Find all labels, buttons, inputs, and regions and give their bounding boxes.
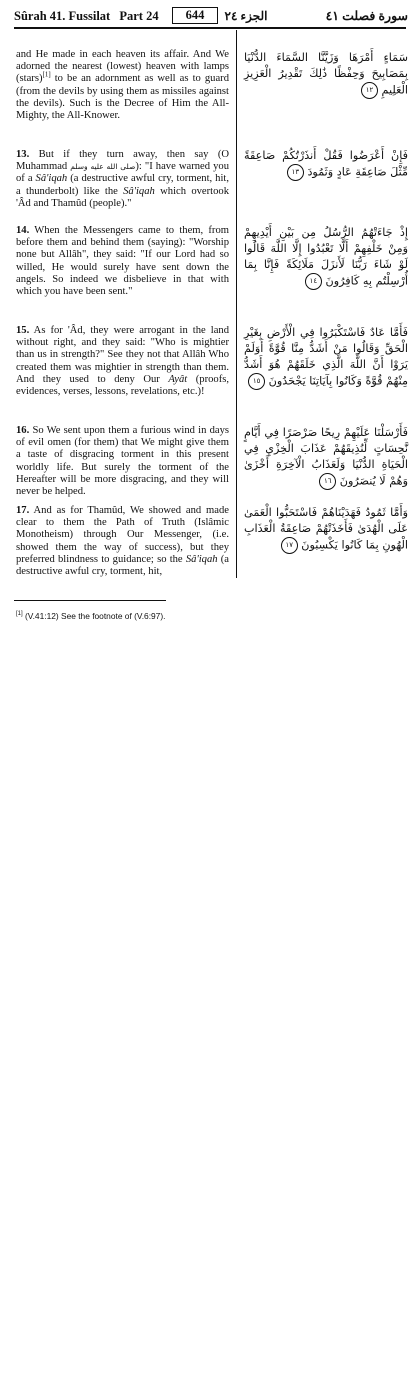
- verse-16: [16, 425, 229, 498]
- part-label: Part 24: [119, 9, 159, 23]
- arabic-verse-13: [244, 148, 408, 181]
- verse-17: [16, 505, 229, 578]
- surah-title: Sûrah 41. Fussilat: [14, 9, 111, 23]
- verse-text: As for 'Âd, they were arrogant in the land without right, and they said: "Who is mightier than us in strength?" See they not that Allâh Who created them was mightier in strength than them. And they used to deny Our: [16, 325, 229, 385]
- ayah-number-marker: ١٦: [319, 473, 336, 490]
- italic-term: Sâ'iqah: [123, 185, 155, 197]
- arabic-part-label: الجزء ٢٤: [224, 9, 268, 23]
- ayah-number-marker: ١٢: [361, 82, 378, 99]
- footnote-rule: [14, 600, 166, 601]
- arabic-verse-15: [244, 325, 408, 390]
- arabic-text: فَأَمَّا عَادٌ فَاسْتَكْبَرُوا فِي الْأَرْضِ بِغَيْرِ الْحَقِّ وَقَالُوا مَنْ أَشَدُّ مِنَّا قُوَّةً أَوَلَمْ يَرَوْا أَنَّ اللَّهَ الَّذِي خَلَقَهُمْ هُوَ أَشَدُّ مِنْهُمْ قُوَّةً وَكَانُوا بِآيَاتِنَا يَجْحَدُونَ: [244, 326, 408, 388]
- footnote-marker: [1]: [16, 611, 23, 618]
- verse-number: 14.: [16, 225, 30, 236]
- arabic-text: فَإِنْ أَعْرَضُوا فَقُلْ أَنذَرْتُكُمْ صَاعِقَةً مِّثْلَ صَاعِقَةِ عَادٍ وَثَمُودَ: [244, 149, 408, 179]
- verse-text: (proofs, evidences, verses, lessons, revelations, etc.)!: [16, 373, 229, 398]
- verse-number: 15.: [16, 325, 30, 336]
- arabic-verse-14: [244, 225, 408, 290]
- verse-text: But if they turn away, then say (O Muhammad: [16, 149, 229, 173]
- verse-12-continuation: [16, 49, 229, 122]
- verse-text: ): "I have warned you of a: [16, 161, 230, 185]
- arabic-surah-title: سورة فصلت ٤١: [325, 9, 408, 23]
- verse-text: to be an adornment as well as to guard (from the devils by using them as missiles against the devils). Such is the Decree of Him the All-Mighty, the All-Knower.: [16, 73, 229, 122]
- italic-term: Ayât: [168, 373, 188, 385]
- page-header: [14, 6, 408, 24]
- verse-text: When the Messengers came to them, from before them and behind them (saying): "Worship none but Allâh", they said: "If our Lord had so willed, He would surely have sent down the angels. So indeed we disbelieve in that with which you have been sent.": [16, 225, 229, 298]
- verse-number: 13.: [16, 149, 30, 160]
- ayah-number-marker: ١٥: [248, 373, 265, 390]
- footnote-ref: [1]: [42, 70, 51, 79]
- verse-14: [16, 225, 229, 298]
- verse-text: (a destructive awful cry, torment, hit, a thunderbolt) like the: [16, 173, 229, 197]
- arabic-text: إِذْ جَاءَتْهُمُ الرُّسُلُ مِن بَيْنِ أَيْدِيهِمْ وَمِنْ خَلْفِهِمْ أَلَّا تَعْبُدُوا إِلَّا اللَّهَ قَالُوا لَوْ شَاءَ رَبُّنَا لَأَنزَلَ مَلَائِكَةً فَإِنَّا بِمَا أُرْسِلْتُم بِهِ كَافِرُونَ: [244, 226, 408, 288]
- footnote-text: (V.41:12) See the footnote of (V.6:97).: [22, 611, 166, 621]
- verse-15: [16, 325, 229, 398]
- ayah-number-marker: ١٤: [305, 273, 322, 290]
- arabic-text: وَأَمَّا ثَمُودُ فَهَدَيْنَاهُمْ فَاسْتَحَبُّوا الْعَمَىٰ عَلَى الْهُدَىٰ فَأَخَذَتْهُمْ صَاعِقَةُ الْعَذَابِ الْهُونِ بِمَا كَانُوا يَكْسِبُونَ: [244, 506, 408, 552]
- italic-term: Sâ'iqah: [35, 173, 68, 185]
- header-rule: [14, 27, 406, 29]
- verse-text: which overtook 'Âd and Thamûd (people).": [16, 185, 229, 209]
- italic-term: Sâ'iqah: [185, 553, 218, 565]
- arabic-verse-12: [244, 50, 408, 99]
- arabic-text: فَأَرْسَلْنَا عَلَيْهِمْ رِيحًا صَرْصَرًا فِي أَيَّامٍ نَّحِسَاتٍ لِّنُذِيقَهُمْ عَذَابَ الْخِزْيِ فِي الْحَيَاةِ الدُّنْيَا وَلَعَذَابُ الْآخِرَةِ أَخْزَىٰ وَهُمْ لَا يُنصَرُونَ: [244, 426, 408, 488]
- arabic-text: سَمَاءٍ أَمْرَهَا وَزَيَّنَّا السَّمَاءَ الدُّنْيَا بِمَصَابِيحَ وَحِفْظًا ذَٰلِكَ تَقْدِيرُ الْعَزِيزِ الْعَلِيمِ: [244, 51, 408, 97]
- arabic-verse-17: [244, 505, 408, 554]
- arabic-verse-16: [244, 425, 408, 490]
- page-number: 644: [172, 7, 218, 24]
- verse-text: And as for Thamûd, We showed and made clear to them the Path of Truth (Islâmic Monotheism) through Our Messenger, (i.e. showed them the way of success), but they preferred blindness to guidance; so the: [16, 505, 229, 565]
- verse-13: [16, 149, 229, 210]
- salawat-text: صلى الله عليه وسلم: [70, 162, 136, 172]
- ayah-number-marker: ١٧: [281, 537, 298, 554]
- column-divider: [236, 30, 237, 578]
- verse-number: 16.: [16, 425, 30, 436]
- verse-text: and He made in each heaven its affair. And We adorned the nearest (lowest) heaven with lamps (stars): [16, 49, 229, 85]
- ayah-number-marker: ١٣: [287, 164, 304, 181]
- verse-text: (a destructive awful cry, torment, hit,: [16, 553, 229, 578]
- footnote: [16, 611, 165, 621]
- verse-number: 17.: [16, 505, 30, 516]
- verse-text: So We sent upon them a furious wind in days of evil omen (for them) that We might give them a taste of disgracing torment in this present worldly life. But surely the torment of the Hereafter will be more disgracing, and they will never be helped.: [16, 425, 229, 498]
